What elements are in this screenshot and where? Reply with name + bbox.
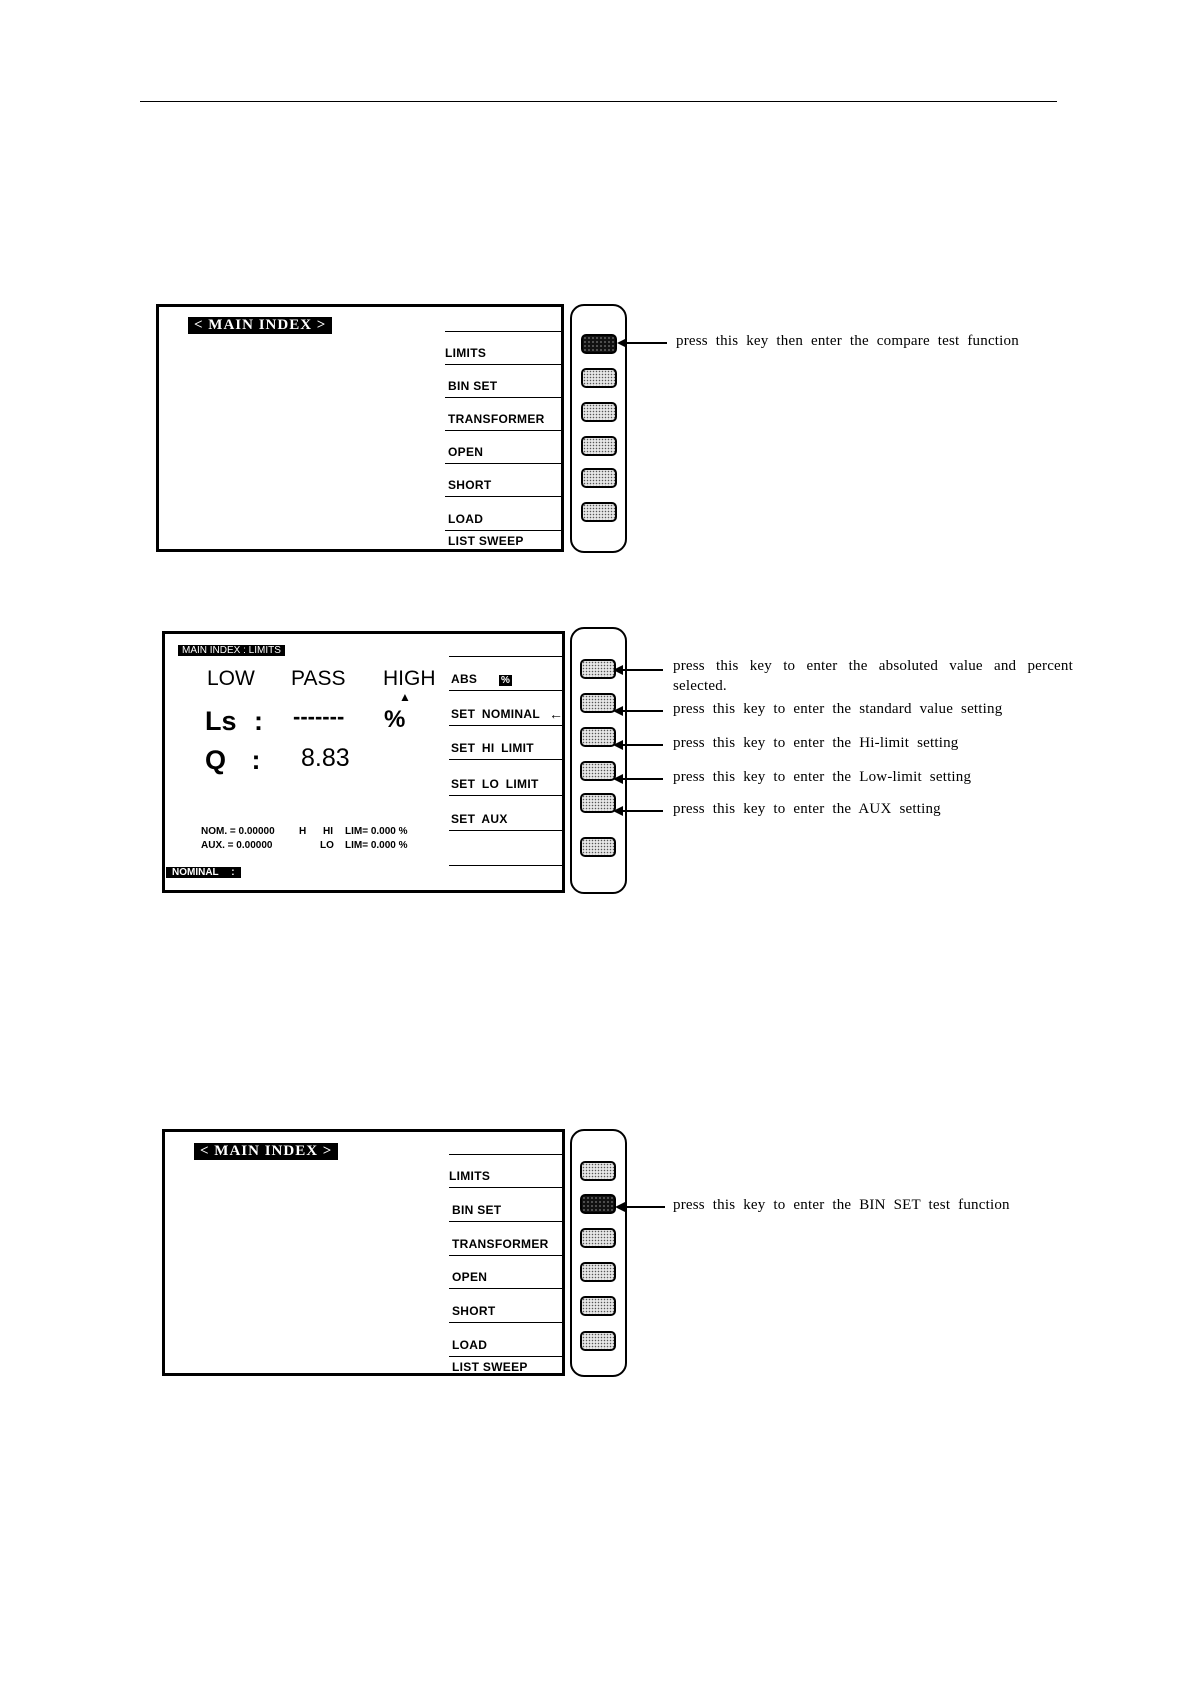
- menu-item-set-nominal: SET NOMINAL ←: [449, 690, 565, 725]
- menu-item-load: LOAD: [449, 1322, 565, 1356]
- callout-text: press this key then enter the compare test function: [676, 333, 1019, 349]
- callout-line: [620, 810, 663, 812]
- aux-value: AUX. = 0.00000: [201, 840, 273, 851]
- menu-item-list-sweep: LIST SWEEP: [445, 530, 561, 550]
- callout-line: [622, 1206, 665, 1208]
- menu-item-transformer: TRANSFORMER: [449, 1221, 565, 1255]
- arrow-left-icon: ←: [549, 706, 564, 722]
- callout-line: [624, 342, 667, 344]
- soft-key-1[interactable]: [581, 334, 617, 354]
- hi-lim: LIM= 0.000 %: [345, 826, 408, 837]
- menu-item-load: LOAD: [445, 496, 561, 530]
- screen-title: MAIN INDEX : LIMITS: [178, 645, 285, 656]
- soft-key-3[interactable]: [580, 1228, 616, 1248]
- ls-value: -------: [293, 704, 345, 729]
- soft-key-5[interactable]: [580, 793, 616, 813]
- callout-line: [620, 669, 663, 671]
- soft-key-6[interactable]: [581, 502, 617, 522]
- menu-item-abs: ABS %: [449, 656, 565, 690]
- menu-item-blank: [449, 830, 565, 865]
- soft-key-4[interactable]: [580, 761, 616, 781]
- callout-text: press this key to enter the AUX setting: [673, 801, 941, 817]
- soft-key-6[interactable]: [580, 837, 616, 857]
- menu-item-limits: LIMITS: [445, 331, 561, 364]
- triangle-up-icon: ▲: [399, 690, 411, 704]
- q-value: 8.83: [301, 744, 350, 772]
- header-pass: PASS: [291, 667, 346, 690]
- callout-line: [620, 778, 663, 780]
- callout-text: press this key to enter the Hi-limit setting: [673, 735, 959, 751]
- menu-item-open: OPEN: [449, 1255, 565, 1288]
- menu-item-short: SHORT: [449, 1288, 565, 1322]
- menu-item-set-hi-limit: SET HI LIMIT: [449, 725, 565, 759]
- callout-line: [620, 710, 663, 712]
- menu-item-bin-set: BIN SET: [449, 1187, 565, 1221]
- header-low: LOW: [207, 667, 255, 690]
- soft-key-6[interactable]: [580, 1331, 616, 1351]
- q-label: Q :: [205, 745, 261, 775]
- lcd-screen: [156, 304, 564, 552]
- soft-key-2[interactable]: [581, 368, 617, 388]
- soft-key-3[interactable]: [580, 727, 616, 747]
- soft-key-2[interactable]: [580, 693, 616, 713]
- menu-item-set-aux: SET AUX: [449, 795, 565, 830]
- callout-text: press this key to enter the BIN SET test function: [673, 1197, 1010, 1213]
- menu-item-bin-set: BIN SET: [445, 364, 561, 397]
- ls-label: Ls :: [205, 706, 264, 736]
- soft-key-1[interactable]: [580, 1161, 616, 1181]
- lo-label: LO: [320, 840, 334, 851]
- soft-key-4[interactable]: [580, 1262, 616, 1282]
- lcd-screen: [162, 1129, 565, 1376]
- menu-item-open: OPEN: [445, 430, 561, 463]
- nom-unit: H: [299, 826, 307, 837]
- nom-value: NOM. = 0.00000: [201, 826, 275, 837]
- soft-key-4[interactable]: [581, 436, 617, 456]
- screen-title: < MAIN INDEX >: [194, 1143, 338, 1160]
- menu-bottom-rule: [449, 865, 565, 866]
- menu-item-short: SHORT: [445, 463, 561, 496]
- percent-badge: %: [501, 675, 511, 686]
- callout-text: press this key to enter the standard value setting: [673, 701, 1003, 717]
- soft-key-1[interactable]: [580, 659, 616, 679]
- soft-key-3[interactable]: [581, 402, 617, 422]
- soft-key-2[interactable]: [580, 1194, 616, 1214]
- status-bar: NOMINAL :: [166, 867, 241, 878]
- lcd-screen: [162, 631, 565, 893]
- hi-label: HI: [323, 826, 333, 837]
- header-rule: [140, 101, 1057, 102]
- callout-text: press this key to enter the Low-limit setting: [673, 769, 972, 785]
- callout-text: press this key to enter the absoluted value and percent selected.: [673, 658, 1073, 694]
- menu-item-limits: LIMITS: [449, 1154, 565, 1187]
- header-high: HIGH: [383, 667, 436, 690]
- screen-title: < MAIN INDEX >: [188, 317, 332, 334]
- menu-item-transformer: TRANSFORMER: [445, 397, 561, 430]
- lo-lim: LIM= 0.000 %: [345, 840, 408, 851]
- keypad: [570, 1129, 627, 1377]
- menu-item-list-sweep: LIST SWEEP: [449, 1356, 565, 1376]
- soft-key-5[interactable]: [580, 1296, 616, 1316]
- callout-line: [620, 744, 663, 746]
- menu-item-set-lo-limit: SET LO LIMIT: [449, 759, 565, 795]
- soft-key-5[interactable]: [581, 468, 617, 488]
- ls-unit: %: [384, 706, 406, 733]
